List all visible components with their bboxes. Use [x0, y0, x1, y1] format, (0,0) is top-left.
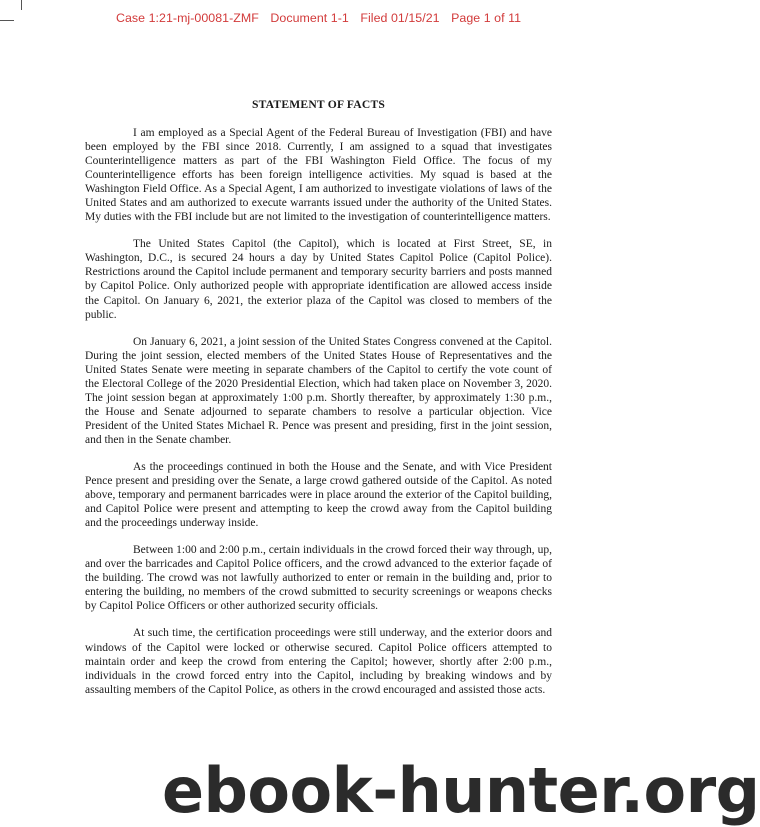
crop-mark-vertical	[21, 0, 22, 10]
document-body	[85, 126, 552, 710]
case-number: Case 1:21-mj-00081-ZMF	[115, 11, 259, 25]
watermark: ebook-hunter.org	[162, 754, 760, 827]
page-title: STATEMENT OF FACTS	[251, 98, 386, 111]
document-number: Document 1-1	[270, 11, 349, 25]
paragraph-agent-background: I am employed as a Special Agent of the Federal Bureau of Investigation (FBI) and have been employed by the FBI since 2018. Currently, I am assigned to a squad that investigates Counterintelligence matters as part of the FBI Washington Field Office. The focus of my Counterintelligence efforts has been foreign intelligence activities. My squad is based at the Washington Field Office. As a Special Agent, I am authorized to investigate violations of laws of the United States and am authorized to execute warrants issued under the authority of the United States. My duties with the FBI include but are not limited to the investigation of counterintelligence matters.	[85, 127, 552, 224]
page-number: Page 1 of 11	[451, 11, 522, 25]
paragraph-forced-entry: At such time, the certification proceedings were still underway, and the exterior doors and windows of the Capitol were locked or otherwise secured. Capitol Police officers attempted to maintain order and keep the crowd from entering the Capitol; however, shortly after 2:00 p.m., individuals in the crowd forced entry into the Capitol, including by breaking windows and by assaulting members of the Capitol Police, as others in the crowd encouraged and assisted those acts.	[85, 627, 552, 696]
paragraph-joint-session: On January 6, 2021, a joint session of the United States Congress convened at the Capitol. During the joint session, elected members of the United States House of Representatives and the United States Senate were meeting in separate chambers of the Capitol to certify the vote count of the Electoral College of the 2020 Presidential Election, which had taken place on November 3, 2020. The joint session began at approximately 1:00 p.m. Shortly thereafter, by approximately 1:30 p.m., the House and Senate adjourned to separate chambers to resolve a particular objection. Vice President of the United States Michael R. Pence was present and presiding, first in the joint session, and then in the Senate chamber.	[85, 335, 552, 446]
paragraph-capitol-security: The United States Capitol (the Capitol), which is located at First Street, SE, in Washington, D.C., is secured 24 hours a day by United States Capitol Police (Capitol Police). Restrictions around the Capitol include permanent and temporary security barriers and posts manned by Capitol Police. Only authorized people with appropriate identification are allowed access inside the Capitol. On January 6, 2021, the exterior plaza of the Capitol was closed to members of the public.	[85, 238, 552, 321]
paragraph-crowd-gathered: As the proceedings continued in both the House and the Senate, and with Vice President Pence present and presiding over the Senate, a large crowd gathered outside of the Capitol. As noted above, temporary and permanent barricades were in place around the exterior of the Capitol building, and Capitol Police were present and attempting to keep the crowd away from the Capitol building and the proceedings underway inside.	[85, 460, 552, 530]
court-filing-header	[0, 11, 637, 25]
filed-date: Filed 01/15/21	[360, 11, 440, 25]
paragraph-barricades-breached: Between 1:00 and 2:00 p.m., certain individuals in the crowd forced their way through, up, and over the barricades and Capitol Police officers, and the crowd advanced to the exterior façade of the building. The crowd was not lawfully authorized to enter or remain in the building and, prior to entering the building, no members of the crowd submitted to security screenings or weapons checks by Capitol Police Officers or other authorized security officials.	[85, 544, 552, 613]
